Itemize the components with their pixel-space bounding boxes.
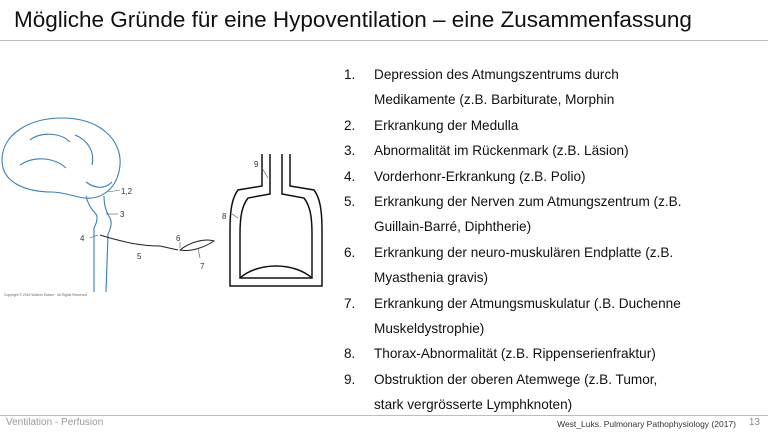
list-item <box>338 240 758 291</box>
list-number: 8. <box>344 346 356 362</box>
list-number: 1. <box>344 67 356 82</box>
list-text: Vorderhonr-Erkrankung (z.B. Polio) <box>374 168 586 184</box>
list-text: Obstruktion der oberen Atemwege (z.B. Tumor, <box>374 371 658 387</box>
list-number: 6. <box>344 244 356 260</box>
list-number: 3. <box>344 143 356 159</box>
figure-copyright: Copyright © 2016 Wolters Kluwer · All Rights Reserved <box>4 293 87 297</box>
thorax-leader <box>232 214 238 218</box>
footer-reference: West_Luks. Pulmonary Pathophysiology (2017) <box>557 419 736 429</box>
label-brain: 1,2 <box>121 187 133 196</box>
label-spinal-cord: 3 <box>120 210 125 219</box>
list-text: Thorax-Abnormalität (z.B. Rippenserienfraktur) <box>374 346 656 362</box>
list-text: Erkrankung der neuro-muskulären Endplatte (z.B. <box>374 244 674 260</box>
label-nerve: 5 <box>137 252 142 261</box>
list-item <box>338 138 758 163</box>
causes-list <box>338 62 758 418</box>
muscle-icon <box>180 240 214 250</box>
label-airway: 9 <box>254 160 259 169</box>
list-text: Muskeldystrophie) <box>374 321 485 337</box>
slide-title: Mögliche Gründe für eine Hypoventilation – eine Zusammenfassung <box>14 7 692 32</box>
list-number: 5. <box>344 194 356 210</box>
thorax-outline <box>230 154 322 286</box>
page-number: 13 <box>748 417 760 428</box>
list-item <box>338 189 758 240</box>
list-text: stark vergrösserte Lymphknoten) <box>374 397 573 413</box>
footer-topic: Ventilation - Perfusion <box>6 417 104 428</box>
list-item <box>338 113 758 138</box>
label-muscle: 7 <box>200 262 205 271</box>
list-number: 4. <box>344 168 356 184</box>
list-text: Depression des Atmungszentrums durch <box>374 67 619 82</box>
list-item <box>338 164 758 189</box>
brainstem-outline <box>86 196 111 292</box>
list-number: 9. <box>344 371 356 387</box>
list-item <box>338 341 758 366</box>
list-item <box>338 291 758 342</box>
list-text: Myasthenia gravis) <box>374 270 489 286</box>
list-text: Erkrankung der Medulla <box>374 117 519 133</box>
list-text: Guillain-Barré, Diphtherie) <box>374 219 532 235</box>
label-endplate: 6 <box>176 234 181 243</box>
nerve-path <box>100 235 178 250</box>
list-text: Erkrankung der Nerven zum Atmungszentrum (z.B. <box>374 194 682 210</box>
airway-leader <box>262 168 268 178</box>
label-thorax: 8 <box>222 212 227 221</box>
brain-outline <box>2 118 120 198</box>
list-number: 2. <box>344 117 356 133</box>
title-divider <box>0 40 768 41</box>
list-text: Erkrankung der Atmungsmuskulatur (.B. Duchenne <box>374 295 681 311</box>
footer-divider <box>0 415 768 416</box>
thorax-figure <box>218 150 330 300</box>
list-text: Abnormalität im Rückenmark (z.B. Läsion) <box>374 143 629 159</box>
list-item <box>338 367 758 418</box>
list-item <box>338 62 758 113</box>
list-text: Medikamente (z.B. Barbiturate, Morphin <box>374 92 615 108</box>
label-anterior-horn: 4 <box>80 234 85 243</box>
list-number: 7. <box>344 295 356 311</box>
neuromuscular-figure <box>0 110 215 300</box>
